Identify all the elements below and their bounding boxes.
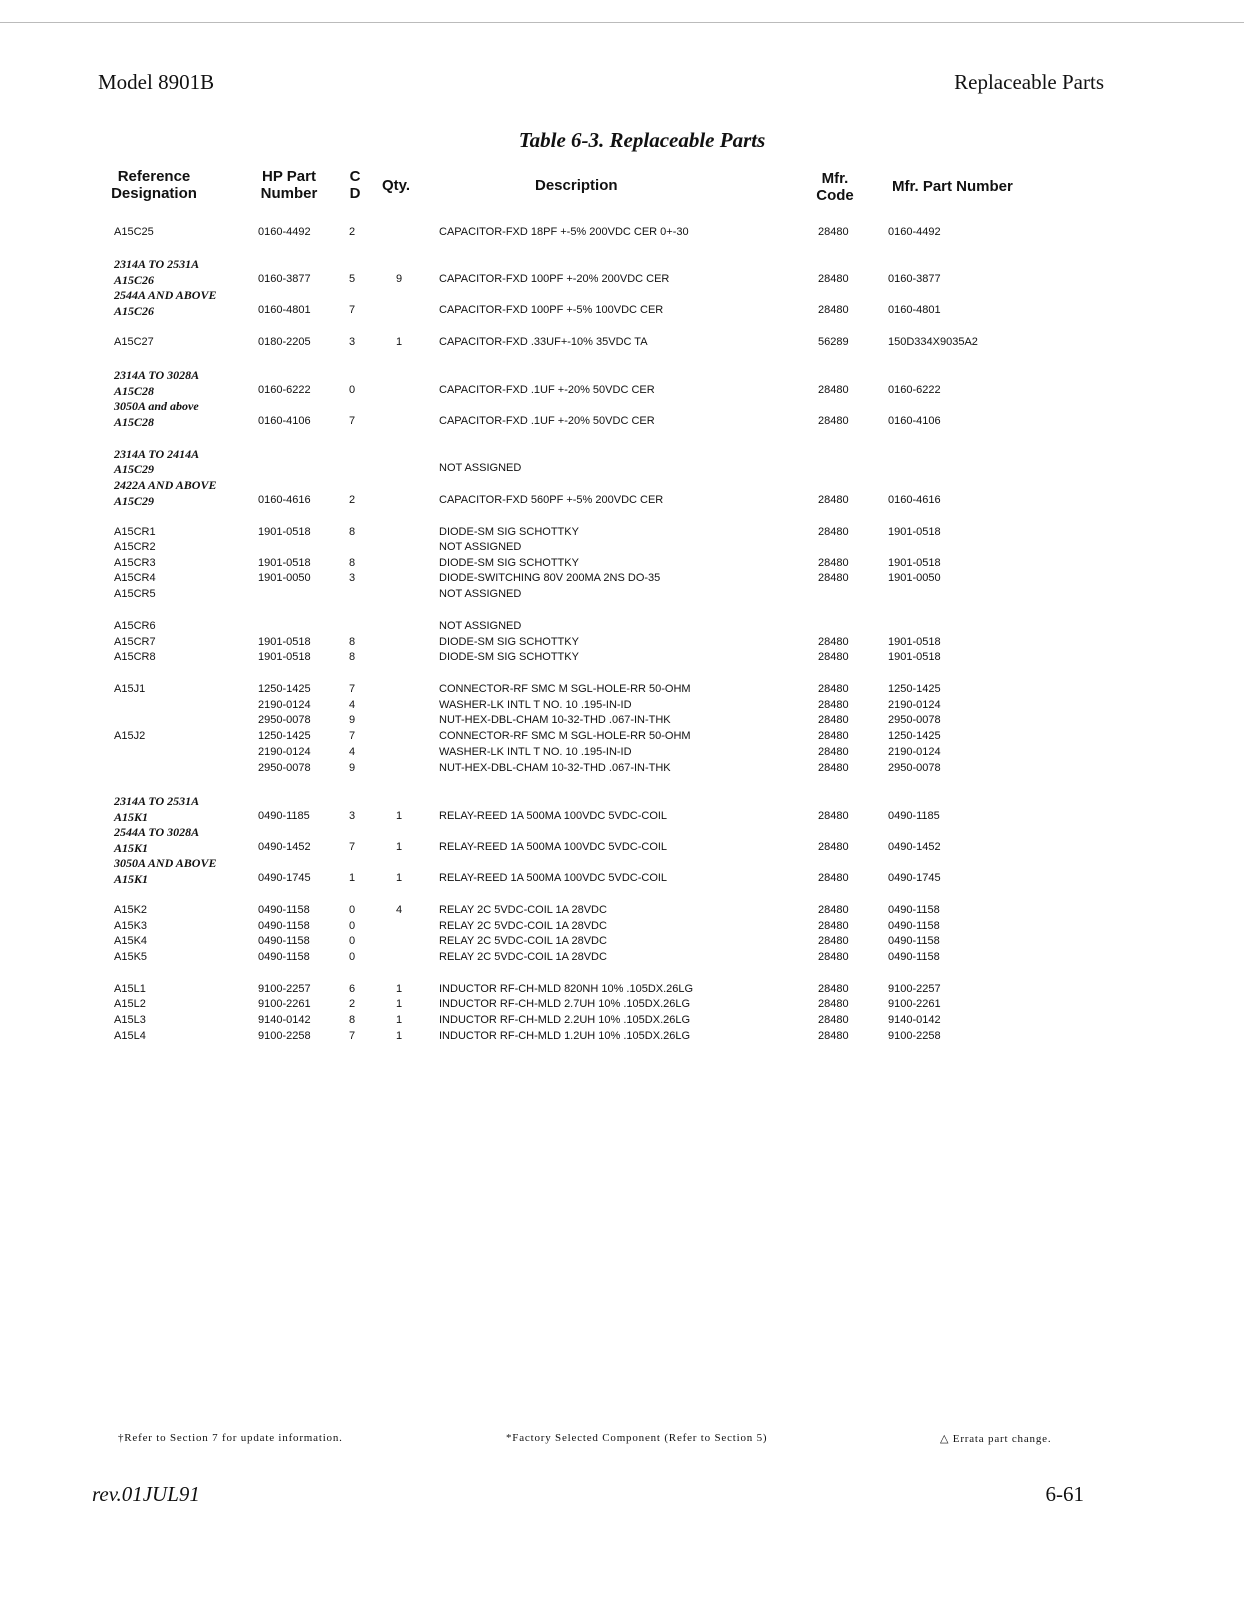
cell-cd: 9 xyxy=(349,714,356,726)
cell-hp: 1901-0050 xyxy=(258,572,311,584)
col-header-qty: Qty. xyxy=(382,177,411,194)
cell-qty: 1 xyxy=(396,841,403,853)
cell-ref: 2544A TO 3028A xyxy=(114,825,200,839)
table-row xyxy=(0,636,1244,652)
col-header-cd-line2: D xyxy=(349,185,361,202)
serial-range-note xyxy=(0,447,1244,463)
col-header-reference-line1: Reference xyxy=(117,168,191,185)
section-header: Replaceable Parts xyxy=(954,70,1104,94)
cell-hp: 0490-1185 xyxy=(258,810,310,822)
cell-code: 28480 xyxy=(818,226,849,238)
table-row xyxy=(0,810,1244,826)
footnote-factory-selected: *Factory Selected Component (Refer to Section 5) xyxy=(506,1432,768,1444)
cell-desc: CAPACITOR-FXD 100PF +-20% 200VDC CER xyxy=(439,273,670,285)
cell-mfr: 2950-0078 xyxy=(888,714,941,726)
cell-code: 28480 xyxy=(818,651,849,663)
table-title: Table 6-3. Replaceable Parts xyxy=(518,128,766,152)
cell-hp: 2950-0078 xyxy=(258,762,311,774)
cell-ref: 2314A TO 2531A xyxy=(114,794,200,808)
cell-cd: 3 xyxy=(349,572,356,584)
cell-code: 28480 xyxy=(818,714,849,726)
revision-date: rev.01JUL91 xyxy=(92,1482,200,1506)
cell-code: 28480 xyxy=(818,998,849,1010)
cell-cd: 0 xyxy=(349,935,356,947)
cell-cd: 7 xyxy=(349,304,356,316)
serial-range-note xyxy=(0,288,1244,304)
table-row xyxy=(0,588,1244,604)
cell-ref: A15CR5 xyxy=(114,588,156,600)
table-row xyxy=(0,620,1244,636)
table-row xyxy=(0,1030,1244,1046)
table-row xyxy=(0,462,1244,478)
cell-hp: 2950-0078 xyxy=(258,714,311,726)
cell-code: 28480 xyxy=(818,384,849,396)
cell-hp: 0160-4616 xyxy=(258,494,311,506)
cell-desc: NUT-HEX-DBL-CHAM 10-32-THD .067-IN-THK xyxy=(439,714,671,726)
cell-ref: A15CR8 xyxy=(114,651,156,663)
cell-code: 28480 xyxy=(818,273,849,285)
cell-cd: 8 xyxy=(349,651,356,663)
cell-mfr: 1250-1425 xyxy=(888,683,941,695)
cell-mfr: 0490-1185 xyxy=(888,810,940,822)
cell-qty: 1 xyxy=(396,1030,403,1042)
col-header-reference-line2: Designation xyxy=(111,185,197,202)
cell-hp: 0490-1158 xyxy=(258,920,310,932)
cell-ref: A15C27 xyxy=(114,336,154,348)
cell-desc: CAPACITOR-FXD 18PF +-5% 200VDC CER 0+-30 xyxy=(439,226,689,238)
cell-ref: A15K3 xyxy=(114,920,148,932)
table-row xyxy=(0,384,1244,400)
cell-qty: 1 xyxy=(396,336,403,348)
cell-desc: WASHER-LK INTL T NO. 10 .195-IN-ID xyxy=(439,699,632,711)
cell-desc: CAPACITOR-FXD .1UF +-20% 50VDC CER xyxy=(439,384,655,396)
col-header-description: Description xyxy=(535,177,618,194)
cell-mfr: 2950-0078 xyxy=(888,762,941,774)
cell-ref: A15L1 xyxy=(114,983,146,995)
cell-desc: RELAY-REED 1A 500MA 100VDC 5VDC-COIL xyxy=(439,841,668,853)
cell-desc: RELAY-REED 1A 500MA 100VDC 5VDC-COIL xyxy=(439,810,668,822)
cell-hp: 1901-0518 xyxy=(258,651,311,663)
cell-cd: 8 xyxy=(349,636,356,648)
cell-ref: A15C29 xyxy=(114,462,155,476)
cell-ref: A15CR6 xyxy=(114,620,156,632)
cell-code: 28480 xyxy=(818,683,849,695)
cell-hp: 0160-4801 xyxy=(258,304,311,316)
table-row xyxy=(0,526,1244,542)
cell-cd: 0 xyxy=(349,920,356,932)
cell-cd: 4 xyxy=(349,699,356,711)
serial-range-note xyxy=(0,856,1244,872)
footnote-errata: △ Errata part change. xyxy=(940,1433,1052,1445)
cell-ref: A15C28 xyxy=(114,415,155,429)
cell-ref: A15K2 xyxy=(114,904,148,916)
cell-qty: 1 xyxy=(396,983,403,995)
table-row xyxy=(0,683,1244,699)
table-row xyxy=(0,872,1244,888)
cell-desc: INDUCTOR RF-CH-MLD 2.2UH 10% .105DX.26LG xyxy=(439,1014,691,1026)
cell-ref: A15K4 xyxy=(114,935,148,947)
cell-ref: 3050A and above xyxy=(114,399,199,413)
cell-ref: 3050A AND ABOVE xyxy=(114,856,217,870)
cell-qty: 1 xyxy=(396,998,403,1010)
serial-range-note xyxy=(0,257,1244,273)
cell-code: 28480 xyxy=(818,494,849,506)
cell-mfr: 0160-4616 xyxy=(888,494,941,506)
cell-mfr: 0490-1452 xyxy=(888,841,941,853)
cell-mfr: 0160-4801 xyxy=(888,304,941,316)
cell-ref: A15C29 xyxy=(114,494,155,508)
cell-code: 28480 xyxy=(818,762,849,774)
table-row xyxy=(0,304,1244,320)
cell-desc: WASHER-LK INTL T NO. 10 .195-IN-ID xyxy=(439,746,632,758)
table-row xyxy=(0,730,1244,746)
cell-mfr: 1250-1425 xyxy=(888,730,941,742)
table-row xyxy=(0,226,1244,242)
cell-cd: 8 xyxy=(349,557,356,569)
cell-desc: INDUCTOR RF-CH-MLD 2.7UH 10% .105DX.26LG xyxy=(439,998,691,1010)
table-row xyxy=(0,557,1244,573)
cell-hp: 0490-1158 xyxy=(258,935,310,947)
table-row xyxy=(0,572,1244,588)
cell-mfr: 0160-4492 xyxy=(888,226,941,238)
cell-hp: 1250-1425 xyxy=(258,683,311,695)
table-row xyxy=(0,841,1244,857)
cell-qty: 1 xyxy=(396,1014,403,1026)
cell-mfr: 1901-0518 xyxy=(888,526,941,538)
cell-desc: NUT-HEX-DBL-CHAM 10-32-THD .067-IN-THK xyxy=(439,762,671,774)
cell-hp: 1901-0518 xyxy=(258,526,311,538)
table-row xyxy=(0,983,1244,999)
cell-cd: 8 xyxy=(349,1014,356,1026)
cell-code: 28480 xyxy=(818,304,849,316)
cell-code: 28480 xyxy=(818,920,849,932)
cell-ref: 2314A TO 2531A xyxy=(114,257,200,271)
cell-cd: 5 xyxy=(349,273,356,285)
cell-hp: 9100-2258 xyxy=(258,1030,311,1042)
cell-ref: 2422A AND ABOVE xyxy=(114,478,217,492)
cell-ref: A15K1 xyxy=(114,872,149,886)
cell-code: 28480 xyxy=(818,730,849,742)
table-row xyxy=(0,998,1244,1014)
cell-desc: RELAY 2C 5VDC-COIL 1A 28VDC xyxy=(439,904,607,916)
cell-code: 56289 xyxy=(818,336,849,348)
cell-code: 28480 xyxy=(818,699,849,711)
cell-mfr: 0490-1158 xyxy=(888,951,940,963)
cell-cd: 9 xyxy=(349,762,356,774)
cell-hp: 0180-2205 xyxy=(258,336,311,348)
cell-hp: 0490-1158 xyxy=(258,904,310,916)
table-row xyxy=(0,1014,1244,1030)
cell-ref: A15C25 xyxy=(114,226,154,238)
cell-mfr: 0490-1158 xyxy=(888,920,940,932)
cell-cd: 0 xyxy=(349,384,356,396)
cell-hp: 0490-1158 xyxy=(258,951,310,963)
cell-cd: 2 xyxy=(349,998,356,1010)
cell-ref: A15CR1 xyxy=(114,526,156,538)
cell-code: 28480 xyxy=(818,526,849,538)
table-row xyxy=(0,651,1244,667)
cell-ref: A15C26 xyxy=(114,304,155,318)
cell-desc: CONNECTOR-RF SMC M SGL-HOLE-RR 50-OHM xyxy=(439,730,691,742)
cell-cd: 7 xyxy=(349,1030,356,1042)
cell-desc: RELAY 2C 5VDC-COIL 1A 28VDC xyxy=(439,920,607,932)
cell-cd: 3 xyxy=(349,336,356,348)
serial-range-note xyxy=(0,368,1244,384)
cell-desc: DIODE-SM SIG SCHOTTKY xyxy=(439,636,579,648)
cell-mfr: 9100-2258 xyxy=(888,1030,941,1042)
cell-desc: CAPACITOR-FXD 560PF +-5% 200VDC CER xyxy=(439,494,664,506)
cell-ref: A15CR2 xyxy=(114,541,156,553)
cell-desc: INDUCTOR RF-CH-MLD 820NH 10% .105DX.26LG xyxy=(439,983,694,995)
col-header-hp-part-line1: HP Part xyxy=(262,168,316,185)
cell-hp: 0490-1745 xyxy=(258,872,311,884)
cell-mfr: 0160-3877 xyxy=(888,273,941,285)
page-number: 6-61 xyxy=(1045,1482,1084,1506)
cell-hp: 1901-0518 xyxy=(258,636,311,648)
cell-code: 28480 xyxy=(818,935,849,947)
cell-code: 28480 xyxy=(818,841,849,853)
cell-mfr: 1901-0518 xyxy=(888,557,941,569)
cell-cd: 8 xyxy=(349,526,356,538)
cell-ref: A15K1 xyxy=(114,810,149,824)
cell-mfr: 150D334X9035A2 xyxy=(888,336,978,348)
cell-mfr: 0160-4106 xyxy=(888,415,941,427)
cell-mfr: 0490-1158 xyxy=(888,935,940,947)
cell-desc: CONNECTOR-RF SMC M SGL-HOLE-RR 50-OHM xyxy=(439,683,691,695)
cell-code: 28480 xyxy=(818,1014,849,1026)
cell-desc: DIODE-SM SIG SCHOTTKY xyxy=(439,651,579,663)
cell-hp: 9140-0142 xyxy=(258,1014,311,1026)
cell-code: 28480 xyxy=(818,951,849,963)
cell-mfr: 0490-1745 xyxy=(888,872,941,884)
cell-ref: A15L2 xyxy=(114,998,146,1010)
cell-mfr: 1901-0518 xyxy=(888,651,941,663)
cell-qty: 1 xyxy=(396,810,403,822)
table-row xyxy=(0,336,1244,352)
cell-code: 28480 xyxy=(818,746,849,758)
cell-desc: RELAY 2C 5VDC-COIL 1A 28VDC xyxy=(439,935,607,947)
cell-cd: 1 xyxy=(349,872,356,884)
cell-mfr: 0160-6222 xyxy=(888,384,941,396)
cell-hp: 9100-2261 xyxy=(258,998,311,1010)
cell-qty: 9 xyxy=(396,273,403,285)
cell-desc: RELAY-REED 1A 500MA 100VDC 5VDC-COIL xyxy=(439,872,668,884)
cell-cd: 2 xyxy=(349,226,356,238)
cell-mfr: 9100-2261 xyxy=(888,998,941,1010)
cell-ref: A15J2 xyxy=(114,730,146,742)
cell-ref: A15C26 xyxy=(114,273,155,287)
cell-ref: 2314A TO 3028A xyxy=(114,368,200,382)
cell-desc: RELAY 2C 5VDC-COIL 1A 28VDC xyxy=(439,951,607,963)
cell-desc: CAPACITOR-FXD .1UF +-20% 50VDC CER xyxy=(439,415,655,427)
table-row xyxy=(0,762,1244,778)
col-header-mfr-code-line1: Mfr. xyxy=(821,170,849,187)
cell-hp: 2190-0124 xyxy=(258,746,311,758)
table-row xyxy=(0,935,1244,951)
cell-cd: 0 xyxy=(349,904,356,916)
cell-cd: 7 xyxy=(349,730,356,742)
cell-hp: 9100-2257 xyxy=(258,983,311,995)
table-row xyxy=(0,541,1244,557)
cell-mfr: 1901-0518 xyxy=(888,636,941,648)
serial-range-note xyxy=(0,478,1244,494)
cell-ref: A15CR4 xyxy=(114,572,156,584)
cell-cd: 7 xyxy=(349,841,356,853)
cell-cd: 2 xyxy=(349,494,356,506)
cell-mfr: 0490-1158 xyxy=(888,904,940,916)
cell-desc: NOT ASSIGNED xyxy=(439,462,522,474)
cell-code: 28480 xyxy=(818,557,849,569)
table-row xyxy=(0,699,1244,715)
cell-cd: 7 xyxy=(349,683,356,695)
col-header-mfr-code-line2: Code xyxy=(816,187,854,204)
cell-cd: 3 xyxy=(349,810,356,822)
cell-mfr: 2190-0124 xyxy=(888,699,941,711)
cell-desc: CAPACITOR-FXD .33UF+-10% 35VDC TA xyxy=(439,336,648,348)
cell-hp: 0160-3877 xyxy=(258,273,311,285)
col-header-hp-part-line2: Number xyxy=(260,185,318,202)
cell-cd: 7 xyxy=(349,415,356,427)
cell-ref: A15CR3 xyxy=(114,557,156,569)
cell-ref: 2544A AND ABOVE xyxy=(114,288,217,302)
cell-code: 28480 xyxy=(818,636,849,648)
cell-ref: A15L3 xyxy=(114,1014,146,1026)
cell-qty: 1 xyxy=(396,872,403,884)
cell-ref: A15L4 xyxy=(114,1030,146,1042)
cell-mfr: 9100-2257 xyxy=(888,983,941,995)
cell-hp: 0490-1452 xyxy=(258,841,311,853)
cell-desc: CAPACITOR-FXD 100PF +-5% 100VDC CER xyxy=(439,304,664,316)
table-row xyxy=(0,904,1244,920)
cell-desc: NOT ASSIGNED xyxy=(439,541,522,553)
cell-code: 28480 xyxy=(818,415,849,427)
cell-mfr: 9140-0142 xyxy=(888,1014,941,1026)
cell-code: 28480 xyxy=(818,983,849,995)
col-header-mfr-part-number: Mfr. Part Number xyxy=(892,178,1013,195)
cell-desc: DIODE-SM SIG SCHOTTKY xyxy=(439,557,579,569)
cell-ref: A15K5 xyxy=(114,951,148,963)
cell-hp: 0160-4492 xyxy=(258,226,311,238)
serial-range-note xyxy=(0,794,1244,810)
serial-range-note xyxy=(0,399,1244,415)
footnote-update: †Refer to Section 7 for update information. xyxy=(118,1432,343,1444)
cell-ref: A15CR7 xyxy=(114,636,156,648)
cell-cd: 6 xyxy=(349,983,356,995)
cell-code: 28480 xyxy=(818,572,849,584)
cell-hp: 0160-6222 xyxy=(258,384,311,396)
cell-ref: A15K1 xyxy=(114,841,149,855)
serial-range-note xyxy=(0,825,1244,841)
model-header: Model 8901B xyxy=(98,70,215,94)
table-row xyxy=(0,714,1244,730)
table-row xyxy=(0,920,1244,936)
cell-code: 28480 xyxy=(818,810,849,822)
cell-desc: DIODE-SM SIG SCHOTTKY xyxy=(439,526,579,538)
cell-code: 28480 xyxy=(818,904,849,916)
cell-desc: DIODE-SWITCHING 80V 200MA 2NS DO-35 xyxy=(439,572,661,584)
cell-desc: INDUCTOR RF-CH-MLD 1.2UH 10% .105DX.26LG xyxy=(439,1030,691,1042)
table-row xyxy=(0,273,1244,289)
cell-ref: 2314A TO 2414A xyxy=(114,447,200,461)
cell-qty: 4 xyxy=(396,904,403,916)
cell-desc: NOT ASSIGNED xyxy=(439,620,522,632)
cell-ref: A15J1 xyxy=(114,683,146,695)
table-row xyxy=(0,494,1244,510)
cell-cd: 0 xyxy=(349,951,356,963)
cell-desc: NOT ASSIGNED xyxy=(439,588,522,600)
cell-hp: 2190-0124 xyxy=(258,699,311,711)
table-row xyxy=(0,951,1244,967)
cell-code: 28480 xyxy=(818,1030,849,1042)
table-row xyxy=(0,415,1244,431)
cell-mfr: 2190-0124 xyxy=(888,746,941,758)
cell-code: 28480 xyxy=(818,872,849,884)
cell-hp: 0160-4106 xyxy=(258,415,311,427)
table-row xyxy=(0,746,1244,762)
cell-ref: A15C28 xyxy=(114,384,155,398)
cell-cd: 4 xyxy=(349,746,356,758)
cell-mfr: 1901-0050 xyxy=(888,572,941,584)
cell-hp: 1901-0518 xyxy=(258,557,311,569)
cell-hp: 1250-1425 xyxy=(258,730,311,742)
col-header-cd-line1: C xyxy=(349,168,361,185)
